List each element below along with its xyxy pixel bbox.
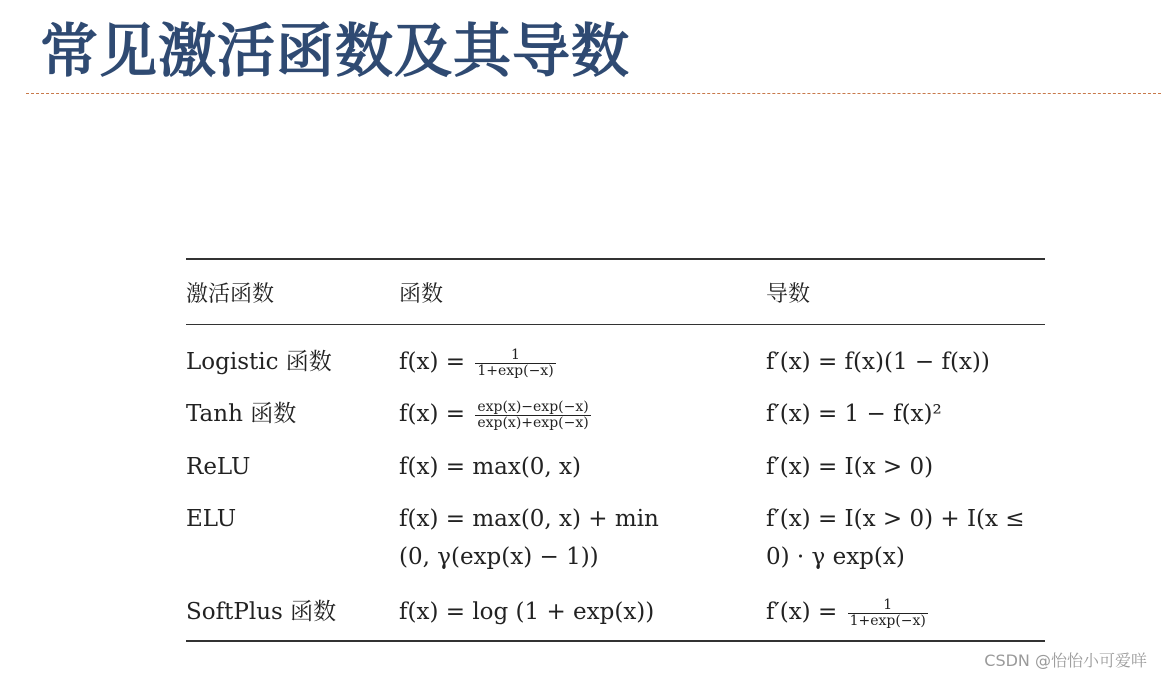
table-top-rule: [186, 258, 1045, 260]
row-derivative-logistic: f′(x) = f(x)(1 − f(x)): [766, 349, 990, 375]
row-name-tanh: Tanh 函数: [186, 401, 297, 427]
row-function-tanh: [399, 399, 594, 431]
row-derivative-relu: f′(x) = I(x > 0): [766, 454, 934, 480]
table-header-rule: [186, 324, 1045, 325]
row-derivative-softplus: [766, 597, 931, 629]
fraction: [848, 598, 928, 629]
fraction-numerator: 1: [883, 596, 893, 613]
row-name-relu: ReLU: [186, 454, 251, 480]
header-function: 函数: [399, 282, 444, 307]
fraction: [475, 400, 590, 431]
watermark: CSDN @怡怡小可爱咩: [984, 651, 1147, 670]
title-divider: [26, 93, 1161, 94]
fraction-denominator: 1+exp(−x): [849, 612, 926, 629]
header-derivative: 导数: [766, 282, 811, 307]
row-derivative-tanh: f′(x) = 1 − f(x)²: [766, 401, 942, 427]
row-function-softplus: f(x) = log (1 + exp(x)): [399, 599, 655, 625]
row-name-softplus: SoftPlus 函数: [186, 599, 337, 625]
fraction-numerator: exp(x)−exp(−x): [477, 398, 589, 415]
row-name-logistic: Logistic 函数: [186, 349, 332, 375]
row-derivative-elu: f′(x) = I(x > 0) + I(x ≤ 0) · γ exp(x): [766, 506, 1025, 570]
fraction-numerator: 1: [511, 346, 520, 363]
fraction-denominator: exp(x)+exp(−x): [477, 414, 589, 431]
function-lhs: f(x) =: [399, 401, 466, 427]
row-function-logistic: [399, 347, 559, 379]
page-title: 常见激活函数及其导数: [40, 17, 631, 85]
row-name-elu: ELU: [186, 506, 237, 532]
row-function-elu: f(x) = max(0, x) + min (0, γ(exp(x) − 1)): [399, 506, 659, 570]
fraction-denominator: 1+exp(−x): [477, 362, 554, 379]
row-function-relu: f(x) = max(0, x): [399, 454, 581, 480]
function-lhs: f(x) =: [399, 349, 466, 375]
derivative-lhs: f′(x) =: [766, 599, 838, 625]
table-bottom-rule: [186, 640, 1045, 642]
header-activation: 激活函数: [186, 282, 275, 307]
fraction: [475, 348, 555, 379]
